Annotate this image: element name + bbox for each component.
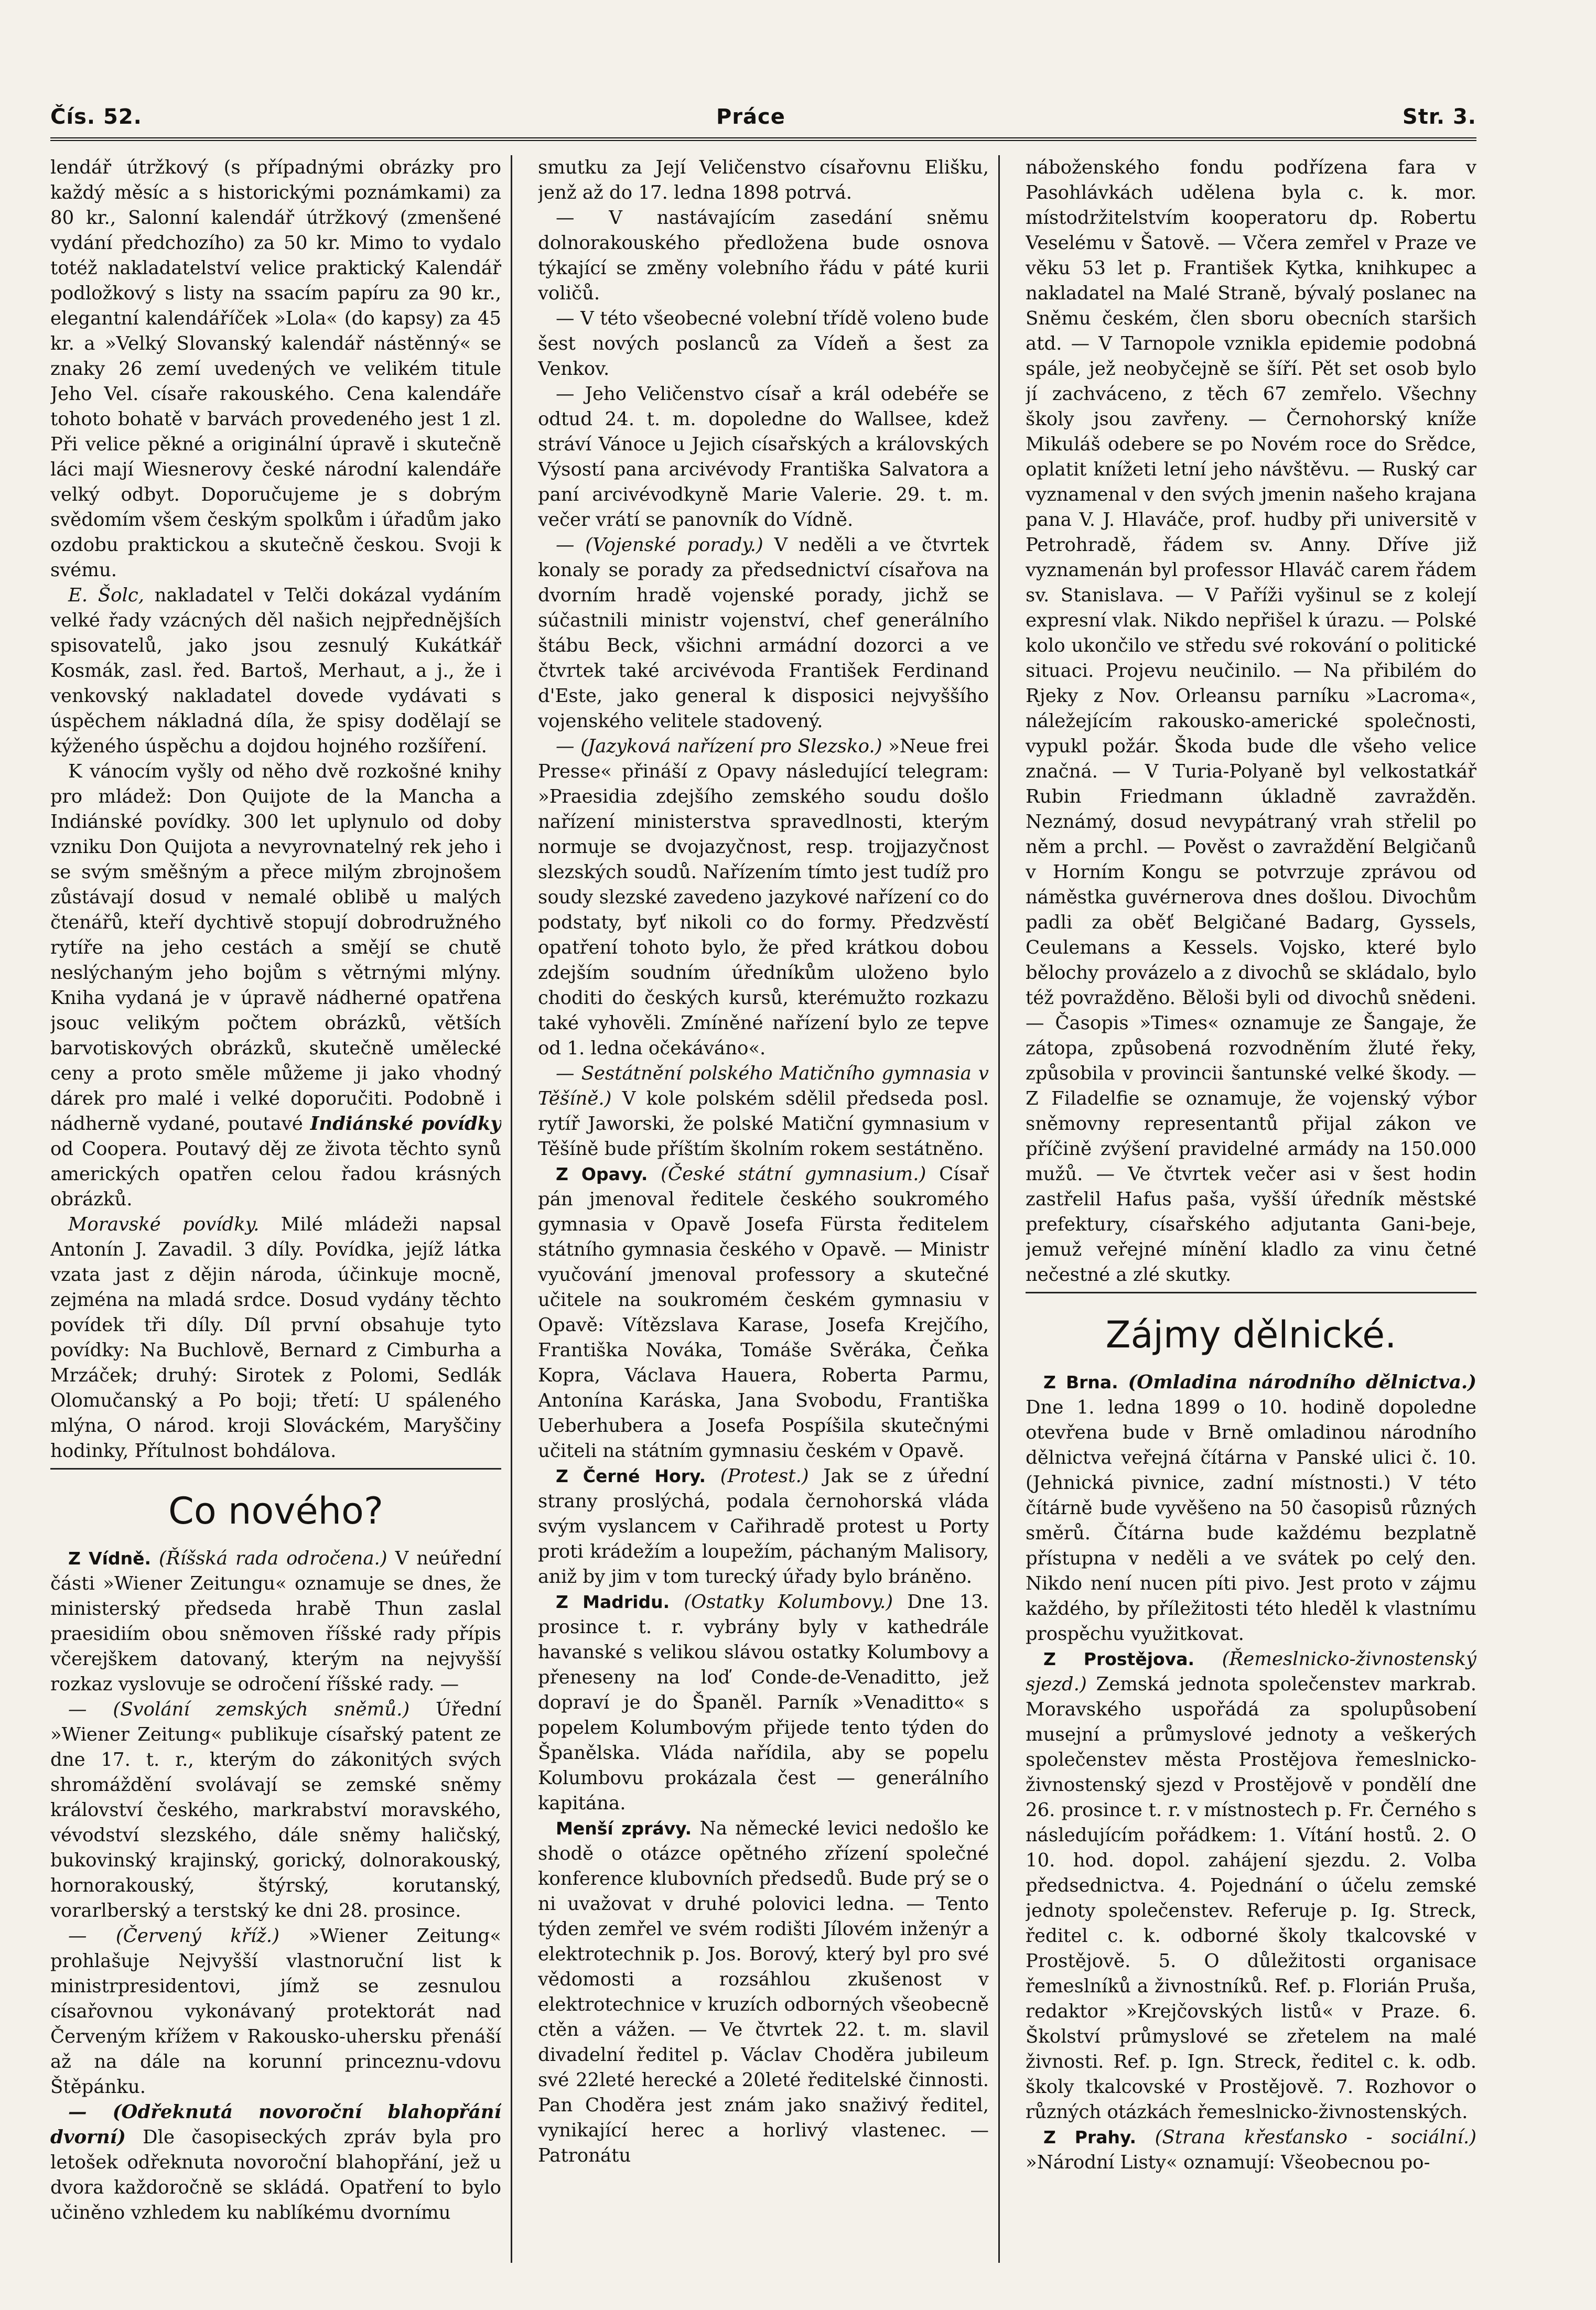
news-text: náboženského fondu podřízena fara v Pasohlávkách udělena byla c. k. mor. místodržitelstvím kooperatoru dp. Robertu Veselému v Šatově. — Včera zemřel v Praze ve věku 53 let p. František Kytka, knihkupec a nakladatel na Malé Straně, bývalý poslanec na Sněmu českém, člen sboru obecních staršich atd. — V Tarnopole vznikla epidemie podobná spále, jež neobyčejně se šíří. Pět set osob bylo jí zachváceno, z těch 67 zemřelo. Všechny školy jsou zavřeny. — Černohorský kníže Mikuláš odebere se po Novém roce do Srědce, oplatit knížeti letní jeho návštěvu. — Ruský car vyznamenal v den svých jmenin našeho krajana pana V. J. Hlaváče, prof. hudby při universitě v Petrohradě, řádem sv. Anny. Dříve již vyznamenán byl professor Hlaváč carem řádem sv. Stanislava. — V Paříži vyšinul se z kolejí expresní vlak. Nikdo nepřišel k úrazu. — Polské kolo ukončilo ve středu své rokování o politické situaci. Projevu neučinilo. — Na přibilém do Rjeky z Nov. Orleansu parníku »Lacroma«, náležejícím rakousko-americké společnosti, vypukl požár. Škoda bude dle všeho velice značná. — V Turia-Polyaně byl velkostatkář Rubin Friedmann úkladně zavražděn. Neznámý, dosud nevypátraný vrah střelil po něm a prchl. — Pověst o zavraždění Belgičanů v Horním Kongu se potvrzuje zprávou od náměstka guvérnerova dnes došlou. Divochům padli za oběť Belgičané Badarg, Gyssels, Ceulemans a Kessels. Vojsko, které bylo bělochy provázelo a z divochů se skládalo, bylo též povražděno. Běloši byli od divochů snědeni. — Časopis »Times« oznamuje ze Šangaje, že zátopa, způsobená rozvodněním žluté řeky, způsobila v provincii šantunské velké škody. — Z Filadelfie se oznamuje, že vojenský výbor sněmovny representantů přijal zákon ve příčině zvýšení pravidelné armády na 150.000 mužů. — Ve čtvrtek večer asi v šest hodin zastřelil Hafus paša, vyšší úředník městské prefektury, císařského adjutanta Gani-beje, jemuž veřejné mínění kladlo za vinu četné nečestné a zlé skutky. (1026, 157, 1476, 1286)
news-item (538, 1061, 989, 1162)
news-item (538, 1590, 989, 1816)
news-text: »Wiener Zeitung« prohlašuje Nejvyšší vlastnoruční list k ministrpresidentovi, jímž se zesnulou císařovnou vykonávaný protektorát nad Červeným křížem v Rakousko-uhersku přenáší až na dále na korunní princeznu-vdovu Štěpánku. (50, 1925, 501, 2098)
news-item (538, 533, 989, 734)
header-rule (50, 137, 1476, 141)
news-location: Z Madridu. (556, 1592, 670, 1612)
news-title: — (Červený kříž.) (68, 1925, 279, 1947)
news-location: Z Opavy. (556, 1164, 648, 1184)
news-title: (Řemeslnicko-živnostenský sjezd.) (1026, 1648, 1476, 1695)
page-number: Str. 3. (1402, 105, 1476, 129)
news-item (538, 1816, 989, 2168)
news-location: Z Brna. (1043, 1372, 1118, 1393)
article-paragraph (50, 759, 501, 1212)
news-item (50, 1924, 501, 2100)
news-text: — Jeho Veličenstvo císař a král odebéře se odtud 24. t. m. dopoledne do Wallsee, kdež stráví Vánoce u Jejich císařských a královských Výsostí pana arcivévody Františka Salvatora a paní arcivévodkyně Marie Valerie. 29. t. m. večer vrátí se panovník do Vídně. (538, 383, 989, 531)
news-item (538, 1162, 989, 1464)
newspaper-title: Práce (716, 105, 785, 129)
news-item (50, 1546, 501, 1697)
article-text: lendář útržkový (s případnými obrázky pro každý měsíc a s historickými poznámkami) za 80 kr., Salonní kalendář útržkový (zmenšené vydání předchozího) za 50 kr. Mimo to vydalo totéž nakladatelství velice praktický Kalendář podložkový s listy na ssacím papíru za 90 kr., elegantní kalendáříček »Lola« (do kapsy) za 45 kr. a »Velký Slovanský kalendář nástěnný« se znaky 26 zemí uvedených ve velikém titule Jeho Vel. císaře rakouského. Cena kalendáře tohoto bohatě v barvách provedeného jest 1 zl. Při velice pěkné a originální úpravě i skutečně láci mají Wiesnerovy české národní kalendáře velký odbyt. Doporučujeme je s dobrým svědomím všem českým spolkům i úřadům jako ozdobu praktickou a skutečně českou. Svoji k svému. (50, 157, 501, 581)
news-text: smutku za Její Veličenstvo císařovnu Elišku, jenž až do 17. ledna 1898 potrvá. (538, 157, 989, 203)
book-title: Moravské povídky. (68, 1214, 260, 1235)
article-text: od Coopera. Poutavý děj ze života těchto synů amerických opatřen celou řadou krásných obrázků. (50, 1138, 501, 1210)
news-location: Z Černé Hory. (556, 1466, 706, 1486)
section-rule (50, 1468, 501, 1470)
news-item (50, 1697, 501, 1924)
column-3 (1026, 155, 1476, 2268)
article-paragraph (50, 1212, 501, 1464)
news-text: V kole polském sdělil předseda posl. rytíř Jaworski, že polské Matiční gymnasium v Těšíně bude příštím školním rokem sestátněno. (538, 1088, 989, 1160)
news-item (538, 1464, 989, 1590)
article-paragraph (50, 583, 501, 759)
section-rule (1026, 1292, 1476, 1293)
news-location: Z Vídně. (68, 1548, 152, 1569)
news-location: Z Prahy. (1043, 2127, 1137, 2147)
section-heading-workers: Zájmy dělnické. (1105, 1313, 1397, 1356)
column-divider (511, 155, 512, 2263)
column-2 (538, 155, 989, 2268)
news-text: »Neue frei Presse« přináší z Opavy následující telegram: »Praesidia zdejšího zemského soudu došlo nařízení ministerstva spravedlnosti, kterým normuje se dvojazyčnost, resp. trojjazyčnost slezských soudů. Nařízením tímto jest tudíž pro soudy slezské zavedeno jazykové nařízení co do podstaty, byť nikoli co do formy. Předzvěstí opatření tohoto bylo, že před krátkou dobou zdejším soudním úředníkům uloženo bylo choditi do českých kursů, kterémužto rozkazu také vyhověli. Zmíněné nařízení bylo ze tepve od 1. ledna očekáváno«. (538, 736, 989, 1059)
news-title: (Strana křesťansko - sociální.) (1155, 2127, 1476, 2148)
news-text: Na německé levici nedošlo ke shodě o otázce opětného zřízení společné konference klubovních předsedů. Bude prý se o ni uvažovat v druhé polovici ledna. — Tento týden zemřel ve svém rodišti Jílovém inženýr a elektrotechnik p. Jos. Borový, který byl pro své vědomosti a rozsáhlou zkušenost v elektrotechnice v kruzích odborných všeobecně ctěn a vážen. — Ve čtvrtek 22. t. m. slavil divadelní ředitel p. Václav Choděra jubileum své 22leté herecké a 20leté ředitelské činnosti. Pan Choděra jest znám jako snaživý ředitel, vynikající herec a horlivý vlastenec. — Patronátu (538, 1818, 989, 2166)
news-title: — Sestátnění polského Matičního gymnasia v Těšíně.) (538, 1063, 989, 1109)
news-title: — (Odřeknutá novoroční blahopřání dvorní) (50, 2101, 501, 2148)
news-text: — V této všeobecné volební třídě voleno bude šest nových poslanců za Vídeň a šest za Venkov. (538, 308, 989, 380)
news-text: Dne 13. prosince t. r. vybrány byly v kathedrále havanské s velikou slávou ostatky Kolumbovy a přeneseny na loď Conde-de-Venaditto, jež dopraví je do Španěl. Parník »Venaditto« s popelem Kolumbovým přijede tento týden do Španělska. Vláda nařídila, aby se popelu Kolumbovu prokázala čest — generálního kapitána. (538, 1591, 989, 1814)
news-text: V neúřední části »Wiener Zeitungu« oznamuje se dnes, že ministerský předseda hrabě Thun zaslal praesidiím obou sněmoven říšské rady přípis včerejškem datovaný, kterým na nejvyšší rozkaz vyslovuje se odročení říšské rady. — (50, 1548, 501, 1695)
news-title: — (Svolání zemských sněmů.) (68, 1699, 410, 1720)
news-text: Císař pán jmenoval ředitele českého soukromého gymnasia v Opavě Josefa Fürsta ředitelem státního gymnasia českého v Opavě. — Ministr vyučování jmenoval professory a skutečné učitele na soukromém českém gymnasiu v Opavě: Vítězslava Karase, Josefa Krejčího, Františka Nováka, Tomáše Svěráka, Čeňka Kopra, Václava Hauera, Roberta Parmu, Antonína Karáska, Jana Svobodu, Františka Ueberhubera a Josefa Pospíšila skutečnými učiteli na státním gymnasiu českém v Opavě. (538, 1163, 989, 1462)
news-text: Dle časopiseckých zpráv byla pro letošek odřeknuta novoroční blahopřání, jež u dvora každoročně se skládá. Opatření to bylo učiněno vzhledem ku nablíkému dvornímu (50, 2127, 501, 2223)
news-title: (České státní gymnasium.) (661, 1163, 926, 1185)
news-text: V neděli a ve čtvrtek konaly se porady za předsednictví císařova na dvorním hradě vojenské porady, jichž se súčastnili ministr vojenství, chef generálního štábu Beck, všichni armádní dozorci a ve čtvrtek také arcivévoda František Ferdinand d'Este, jako general k disposici nejvyššího vojenského velitele stadovený. (538, 534, 989, 732)
news-text: Dne 1. ledna 1899 o 10. hodině dopoledne otevřena bude v Brně omladinou národního dělnictva veřejná čítárna v Panské ulici č. 10. (Jehnická pivnice, zadní místnosti.) V této čítárně bude vyvěšeno na 50 časopisů různých směrů. Čítárna bude každému bezplatně přístupna v neděli a ve svátek po celý den. Nikdo není nucen píti pivo. Jest proto v zájmu každého, by příležitosti této hleděl k vlastnímu prospěchu využitkovat. (1026, 1397, 1476, 1645)
news-title: — (Jazyková nařízení pro Slezsko.) (556, 736, 882, 757)
page-header (50, 105, 1476, 142)
article-text: K vánocím vyšly od něho dvě rozkošné knihy pro mládež: Don Quijote de la Mancha a Indiánské povídky. 300 let uplynulo od doby vzniku Don Quijota a nevyrovnatelný rek jeho i se svým směšným a přece milým zbrojnošem zůstávají dosud v nemalé oblibě u malých čtenářů, kteří dychtivě stopují dobrodružného rytíře na jeho cestách a smějí se chutě neslýchaným jeho bojům s větrnými mlýny. Kniha vydaná je v úpravě nádherné opatřena jsouc velikým počtem obrázků, větších barvotiskových obrázků, skutečně umělecké ceny a proto směle můžeme ji jako vhodný dárek pro malé i velké doporučiti. Podobně i nádherně vydané, poutavé (50, 761, 501, 1135)
news-text: — V nastávajícím zasedání sněmu dolnorakouského předložena bude osnova týkající se změny volebního řádu v páté kurii voličů. (538, 207, 989, 304)
news-item (1026, 2125, 1476, 2175)
article-text: Milé mládeži napsal Antonín J. Zavadil. 3 díly. Povídka, jejíž látka vzata jast z dějin národa, účinkuje mocně, zejména na mladá srdce. Dosud vydány těchto povídek tři díly. Díl první obsahuje tyto povídky: Na Buchlově, Bernard z Cimburha a Mrzáček; druhý: Sirotek z Polomi, Sedlák Olomučanský a Po boji; třetí: U spáleného mlýna, O národ. kroji Slováckém, Maryščiny hodinky, Přítulnost bohdálova. (50, 1214, 501, 1462)
news-location: Z Prostějova. (1043, 1649, 1195, 1669)
news-title: (Omladina národního dělnictva.) (1128, 1372, 1476, 1393)
news-title: (Protest.) (720, 1465, 809, 1487)
news-item (538, 734, 989, 1061)
article-text: nakladatel v Telči dokázal vydáním velké řady vzácných děl našich nejpřednějších spisovatelů, jako jsou zesnulý Kukátkář Kosmák, zasl. řed. Bartoš, Merhaut, a j., že i venkovský nakladatel dovede vydávati s úspěchem nákladná díla, že spisy dodělají se kýženého úspěchu a dojdou hojného rozšíření. (50, 585, 501, 757)
news-text: Jak se z úřední strany proslýchá, podala černohorská vláda svým vyslancem v Cařihradě protest u Porty proti krádežím a loupežím, páchaným Malisory, aniž by jim v tom turecký úřady bylo bráněno. (538, 1465, 989, 1588)
news-location: Menší zprávy. (556, 1818, 692, 1839)
issue-number: Čís. 52. (50, 105, 142, 129)
news-text: Úřední »Wiener Zeitung« publikuje císařský patent ze dne 17. t. r., kterým do zákonitých svých shromáždění svolávají se zemské sněmy království českého, markrabství moravského, vévodství slezského, dále sněmy haličský, bukovinský krajinský, gorický, dolnorakouský, hornorakouský, štýrský, korutanský, vorarlberský a terstský ke dni 28. prosince. (50, 1699, 501, 1922)
news-item (1026, 1370, 1476, 1647)
column-1 (50, 155, 501, 2268)
news-item (50, 2100, 501, 2226)
column-divider (998, 155, 1000, 2263)
book-title: Indiánské povídky (310, 1113, 501, 1135)
news-text: »Národní Listy« oznamují: Všeobecnou po- (1026, 2152, 1430, 2173)
news-title: (Ostatky Kolumbovy.) (684, 1591, 893, 1613)
news-title: — (Vojenské porady.) (556, 534, 763, 556)
news-title: (Říšská rada odročena.) (159, 1548, 387, 1569)
news-item (1026, 1647, 1476, 2125)
section-heading-news: Co nového? (168, 1489, 383, 1532)
news-text: Zemská jednota společenstev markrab. Moravského uspořádá za spolupůsobení musejní a průmyslové jednoty a veškerých společenstev města Prostějova řemeslnicko-živnostenský sjezd v Prostějově v pondělí dne 26. prosince t. r. v místnostech p. Fr. Černého s následujícím pořádkem: 1. Vítání hostů. 2. O 10. hod. dopol. zahájení sjezdu. 2. Volba předsednictva. 4. Pojednání o účelu zemské jednoty společenstev. Referuje p. Ig. Streck, ředitel c. k. odborné školy tkalcovské v Prostějově. 5. O důležitosti organisace řemeslníků a živnostníků. Ref. p. Florián Pruša, redaktor »Krejčovských listů« v Praze. 6. Školství průmyslové se zřetelem na malé živnosti. Ref. p. Ign. Streck, ředitel c. k. odb. školy tkalcovské v Prostějově. 7. Rozhovor o různých otázkách řemeslnicko-živnostenských. (1026, 1674, 1476, 2123)
publisher-name: E. Šolc, (68, 585, 145, 606)
